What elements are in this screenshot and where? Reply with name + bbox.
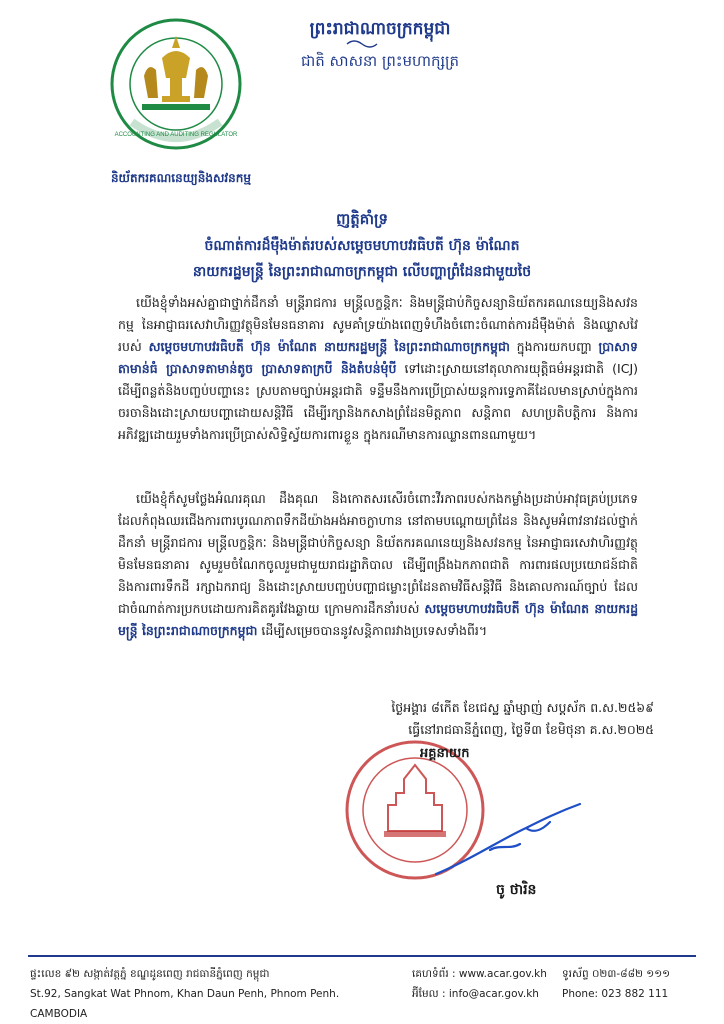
signatory-title: អគ្គនាយក <box>420 746 470 761</box>
footer-contacts <box>412 964 552 1004</box>
document-title-line1: ចំណាត់ការដ៏ម៉ឺងម៉ាត់របស់សម្តេចមហាបវរធិបតី ហ៊ុន ម៉ាណែត <box>204 238 520 254</box>
signatory-name: ចូ ថារិន <box>496 882 537 898</box>
ornament-divider <box>345 38 379 50</box>
handwritten-signature <box>430 800 600 880</box>
kingdom-title: ព្រះរាជាណាចក្រកម្ពុជា <box>309 19 451 39</box>
website-link[interactable]: គេហទំព័រ : www.acar.gov.kh <box>412 968 547 980</box>
document-title-line2: នាយករដ្ឋមន្ត្រី នៃព្រះរាជាណាចក្រកម្ពុជា លើបញ្ហាព្រំដែនជាមួយថៃ <box>192 264 532 280</box>
prime-minister-name-2: សម្តេចមហាបវរធិបតី ហ៊ុន ម៉ាណែត នាយករដ្ឋមន្ត្រី នៃព្រះរាជាណាចក្រកម្ពុជា <box>118 601 639 638</box>
footer-divider <box>28 955 696 957</box>
logo-wordmark: ACCOUNTING AND AUDITING REGULATOR <box>114 132 238 138</box>
organization-name: និយ័តករគណនេយ្យនិងសវនកម្ម <box>110 171 252 185</box>
body-paragraph-1: យើងខ្ញុំទាំងអស់គ្នាជាថ្នាក់ដឹកនាំ មន្ត្រីរាជការ មន្ត្រីលក្ខន្តិកៈ និងមន្ត្រីជាប់កិច្ចសន្យានិយ័តករគណនេយ្យនិងសវនកម្ម នៃអាជ្ញាធរសេវាហិរញ្ញវត្ថុមិនមែនធនាគារ សូមគាំទ្រយ៉ាងពេញទំហឹងចំពោះចំណាត់ការដ៏ម៉ឺងម៉ាត់ និងឈ្លាសវៃរបស់ សម្តេចមហាបវរធិបតី ហ៊ុន ម៉ាណែត នាយករដ្ឋមន្ត្រី នៃព្រះរាជាណាចក្រកម្ពុជា ក្នុងការយកបញ្ហា ប្រាសាទតាមាន់ធំ ប្រាសាទតាមាន់តូច ប្រាសាទតាក្របី និងតំបន់មុំបី ទៅដោះស្រាយនៅតុលាការយុត្តិធម៌អន្តរជាតិ (ICJ) ដើម្បីពន្លត់និងបញ្ចប់បញ្ហានេះ ស្របតាមច្បាប់អន្តរជាតិ ទន្ទឹមនឹងការប្រើប្រាស់យន្តការទ្វេភាគីដែលមានស្រាប់ក្នុងការចរចានិងដោះស្រាយបញ្ហាដោយសន្តិវិធី ដើម្បីរក្សានិងកសាងព្រំដែនមិត្តភាព សន្តិភាព សហប្រតិបត្តិការ និងការអភិវឌ្ឍដោយរួមទាំងការប្រើប្រាស់សិទ្ធិស្វ័យការពារខ្លួន ក្នុងករណីមានការឈ្លានពានណាមួយ។ <box>118 295 639 442</box>
prime-minister-name: សម្តេចមហាបវរធិបតី ហ៊ុន ម៉ាណែត នាយករដ្ឋមន្ត្រី នៃព្រះរាជាណាចក្រកម្ពុជា <box>148 339 510 354</box>
temple-names: ប្រាសាទតាមាន់ធំ ប្រាសាទតាមាន់តូច ប្រាសាទតាក្របី និងតំបន់មុំបី <box>118 339 638 376</box>
footer-address: ផ្ទះលេខ ៩២ សង្កាត់វត្តភ្នំ ខណ្ឌដូនពេញ រាជធានីភ្នំពេញ កម្ពុជា St.92, Sangkat Wat Phnom, Khan Daun Penh, Phnom Penh. CAMBODIA <box>30 968 340 1020</box>
email-link[interactable]: អ៊ីមែល : info@acar.gov.kh <box>412 988 539 1000</box>
lunar-date: ថ្ងៃអង្គារ ៨កើត ខែជេស្ឋ ឆ្នាំម្សាញ់ សប្តស័ក ព.ស.២៥៦៩ <box>391 700 654 715</box>
acar-logo <box>108 14 244 164</box>
document-type: ញត្តិគាំទ្រ <box>335 210 389 228</box>
body-paragraph-2: យើងខ្ញុំក៏សូមថ្លែងអំណរគុណ ដឹងគុណ និងកោតសរសើរចំពោះវីរភាពរបស់កងកម្លាំងប្រដាប់អាវុធគ្រប់ប្រភេទ ដែលកំពុងឈរជើងការពារបូរណភាពទឹកដីយ៉ាងអង់អាចក្លាហាន នៅតាមបណ្តោយព្រំដែន និងសូមអំពាវនាវដល់ថ្នាក់ដឹកនាំ មន្ត្រីរាជការ មន្ត្រីលក្ខន្តិកៈ និងមន្ត្រីជាប់កិច្ចសន្យា និយ័តករគណនេយ្យនិងសវនកម្ម នៃអាជ្ញាធរសេវាហិរញ្ញវត្ថុមិនមែនធនាគារ សូមរួមចំណែកចូលរួមជាមួយរាជរដ្ឋាភិបាល ដើម្បីពង្រឹងឯកភាពជាតិ ការពារផលប្រយោជន៍ជាតិ និងការពារទឹកដី រក្សាឯករាជ្យ និងដោះស្រាយបញ្ចប់បញ្ហាជម្លោះព្រំដែនតាមវិធីសន្តិវិធី និងគោលការណ៍ច្បាប់ ដែលជាចំណាត់ការប្រកបដោយការគិតគូរវែងឆ្ងាយ ក្រោមការដឹកនាំរបស់ សម្តេចមហាបវរធិបតី ហ៊ុន ម៉ាណែត នាយករដ្ឋមន្ត្រី នៃព្រះរាជាណាចក្រកម្ពុជា ដើម្បីសម្រេចបាននូវសន្តិភាពរវាងប្រទេសទាំងពីរ។ <box>118 491 639 638</box>
solar-date: ធ្វើនៅរាជធានីភ្នំពេញ, ថ្ងៃទី៣ ខែមិថុនា គ.ស.២០២៥ <box>408 722 654 737</box>
footer-phone: ទូរស័ព្ទ ០២៣-៨៨២ ១១១ Phone: 023 882 111 <box>562 968 671 1000</box>
national-motto: ជាតិ សាសនា ព្រះមហាក្សត្រ <box>300 52 460 70</box>
